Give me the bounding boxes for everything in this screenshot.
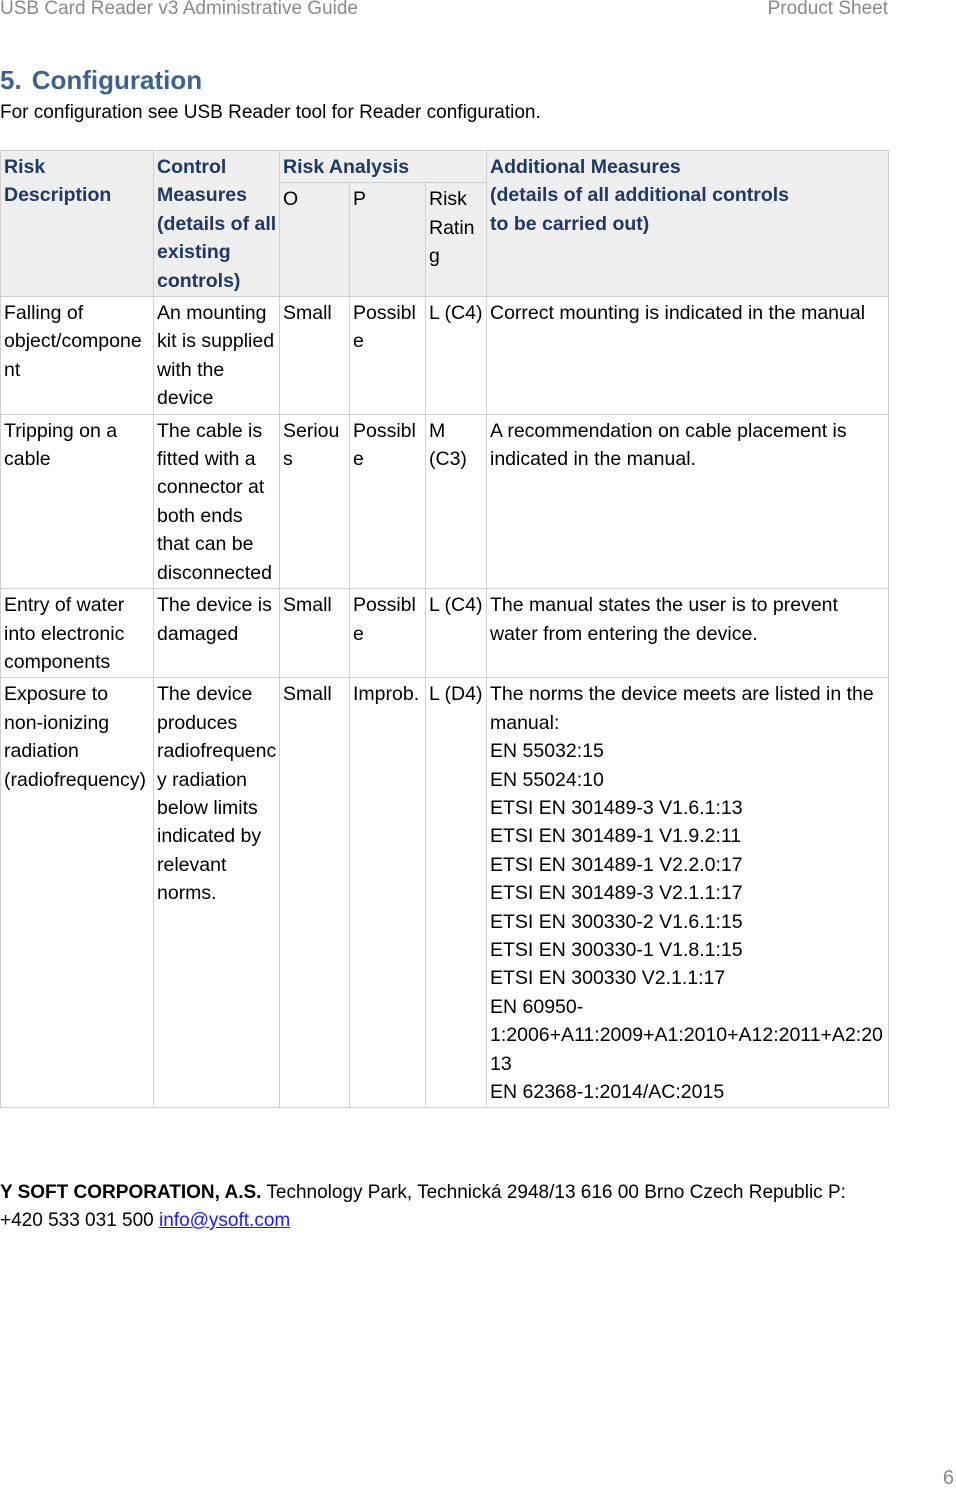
header-control-measures: Control Measures (details of all existing controls)	[154, 151, 280, 297]
table-row	[1, 414, 889, 588]
cell-p: Improb.	[350, 678, 426, 1108]
section-intro: For configuration see USB Reader tool for Reader configuration.	[0, 102, 541, 123]
section-number: 5.	[0, 65, 22, 95]
header-additional-measures: Additional Measures (details of all additional controls to be carried out)	[487, 151, 889, 297]
cell-rating: M (C3)	[426, 414, 487, 588]
table-header-row	[1, 151, 889, 183]
cell-o: Small	[280, 678, 350, 1108]
section-heading	[0, 64, 202, 96]
cell-risk: Tripping on a cable	[1, 414, 154, 588]
cell-risk: Falling of object/component	[1, 297, 154, 415]
section-title: Configuration	[31, 65, 203, 95]
cell-additional: The manual states the user is to prevent water from entering the device.	[487, 589, 889, 678]
company-address: Technology Park, Technická 2948/13 616 00 Brno Czech Republic P: +420 533 031 500	[0, 1182, 846, 1231]
cell-control: The device is damaged	[154, 589, 280, 678]
cell-rating: L (C4)	[426, 589, 487, 678]
page-number: 6	[942, 1467, 954, 1489]
table-row	[1, 297, 889, 415]
cell-control: The cable is fitted with a connector at both ends that can be disconnected	[154, 414, 280, 588]
cell-control: An mounting kit is supplied with the device	[154, 297, 280, 415]
cell-o: Small	[280, 589, 350, 678]
email-link[interactable]: info@ysoft.com	[159, 1210, 291, 1231]
cell-rating: L (C4)	[426, 297, 487, 415]
risk-assessment-table	[0, 150, 889, 1108]
cell-risk: Exposure to non-ionizing radiation (radiofrequency)	[1, 678, 154, 1108]
cell-p: Possible	[350, 414, 426, 588]
document-title: USB Card Reader v3 Administrative Guide	[0, 0, 358, 19]
cell-o: Serious	[280, 414, 350, 588]
cell-p: Possible	[350, 589, 426, 678]
header-risk-description: Risk Description	[1, 151, 154, 297]
cell-additional: Correct mounting is indicated in the manual	[487, 297, 889, 415]
table-row	[1, 678, 889, 1108]
cell-rating: L (D4)	[426, 678, 487, 1108]
company-footer	[0, 1179, 888, 1235]
header-risk-rating: Risk Rating	[426, 183, 487, 297]
running-header	[0, 0, 888, 22]
cell-additional: The norms the device meets are listed in the manual: EN 55032:15 EN 55024:10 ETSI EN 301489-3 V1.6.1:13 ETSI EN 301489-1 V1.9.2:11 ETSI EN 301489-1 V2.2.0:17 ETSI EN 301489-3 V2.1.1:17 ETSI EN 300330-2 V1.6.1:15 ETSI EN 300330-1 V1.8.1:15 ETSI EN 300330 V2.1.1:17 EN 60950-1:2006+A11:2009+A1:2010+A12:2011+A2:2013 EN 62368-1:2014/AC:2015	[487, 678, 889, 1108]
cell-risk: Entry of water into electronic components	[1, 589, 154, 678]
header-o: O	[280, 183, 350, 297]
company-name: Y SOFT CORPORATION, A.S.	[0, 1182, 262, 1203]
cell-o: Small	[280, 297, 350, 415]
table-row	[1, 589, 889, 678]
document-type: Product Sheet	[767, 0, 888, 19]
cell-control: The device produces radiofrequency radiation below limits indicated by relevant norms.	[154, 678, 280, 1108]
header-p: P	[350, 183, 426, 297]
cell-p: Possible	[350, 297, 426, 415]
cell-additional: A recommendation on cable placement is indicated in the manual.	[487, 414, 889, 588]
header-risk-analysis: Risk Analysis	[280, 151, 487, 183]
